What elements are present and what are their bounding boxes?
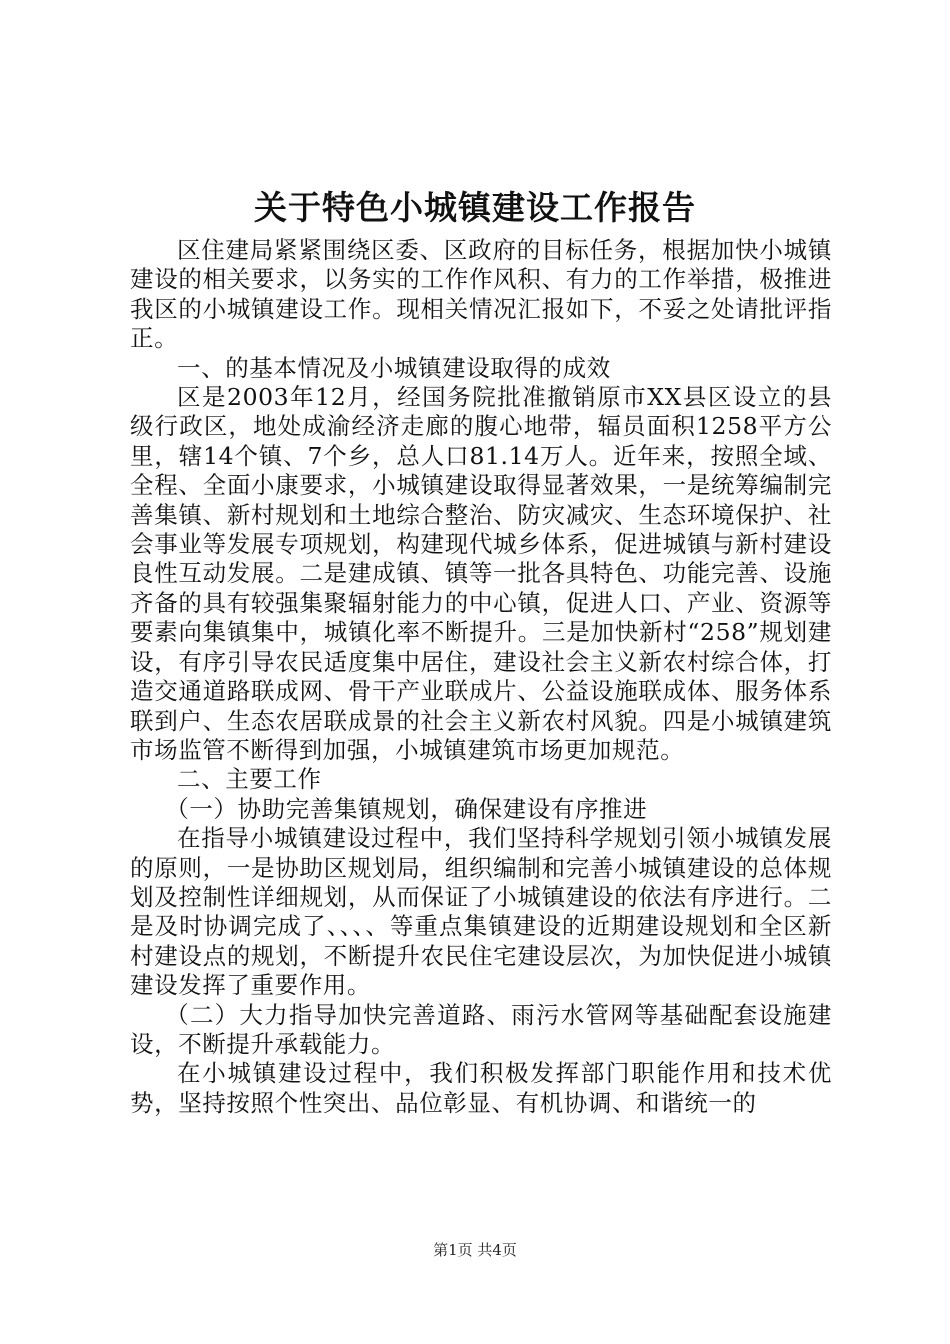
subsection-2-paragraph: 在小城镇建设过程中，我们积极发挥部门职能作用和技术优势，坚持按照个性突出、品位彰显、有机协调、和谐统一的 (130, 1059, 832, 1117)
section-heading-1: 一、的基本情况及小城镇建设取得的成效 (177, 353, 611, 382)
intro-paragraph: 区住建局紧紧围绕区委、区政府的目标任务，根据加快小城镇建设的相关要求，以务实的工作作风积、有力的工作举措，极推进我区的小城镇建设工作。现相关情况汇报如下，不妥之处请批评指正。 (130, 236, 832, 353)
document-title: 关于特色小城镇建设工作报告 (254, 188, 696, 227)
section-heading-2: 二、主要工作 (177, 765, 322, 794)
subsection-heading-1: （一）协助完善集镇规划，确保建设有序推进 (165, 794, 648, 823)
document-body (130, 236, 832, 1118)
page-number-footer: 第1页 共4页 (433, 1241, 517, 1259)
subsection-heading-2: （二）大力指导加快完善道路、雨污水管网等基础配套设施建设，不断提升承载能力。 (130, 1000, 832, 1058)
subsection-1-paragraph: 在指导小城镇建设过程中，我们坚持科学规划引领小城镇发展的原则，一是协助区规划局，组织编制和完善小城镇建设的总体规划及控制性详细规划，从而保证了小城镇建设的依法有序进行。二是及时协调完成了、、、、等重点集镇建设的近期建设规划和全区新村建设点的规划，不断提升农民住宅建设层次，为加快促进小城镇建设发挥了重要作用。 (130, 824, 832, 1000)
section-1-paragraph: 区是2003年12月，经国务院批准撤销原市XX县区设立的县级行政区，地处成渝经济走廊的腹心地带，辐员面积1258平方公里，辖14个镇、7个乡，总人口81.14万人。近年来，按照全域、全程、全面小康要求，小城镇建设取得显著效果，一是统筹编制完善集镇、新村规划和土地综合整治、防灾减灾、生态环境保护、社会事业等发展专项规划，构建现代城乡体系，促进城镇与新村建设良性互动发展。二是建成镇、镇等一批各具特色、功能完善、设施齐备的具有较强集聚辐射能力的中心镇，促进人口、产业、资源等要素向集镇集中，城镇化率不断提升。三是加快新村“258”规划建设，有序引导农民适度集中居住，建设社会主义新农村综合体，打造交通道路联成网、骨干产业联成片、公益设施联成体、服务体系联到户、生态农居联成景的社会主义新农村风貌。四是小城镇建筑市场监管不断得到加强，小城镇建筑市场更加规范。 (130, 383, 832, 764)
